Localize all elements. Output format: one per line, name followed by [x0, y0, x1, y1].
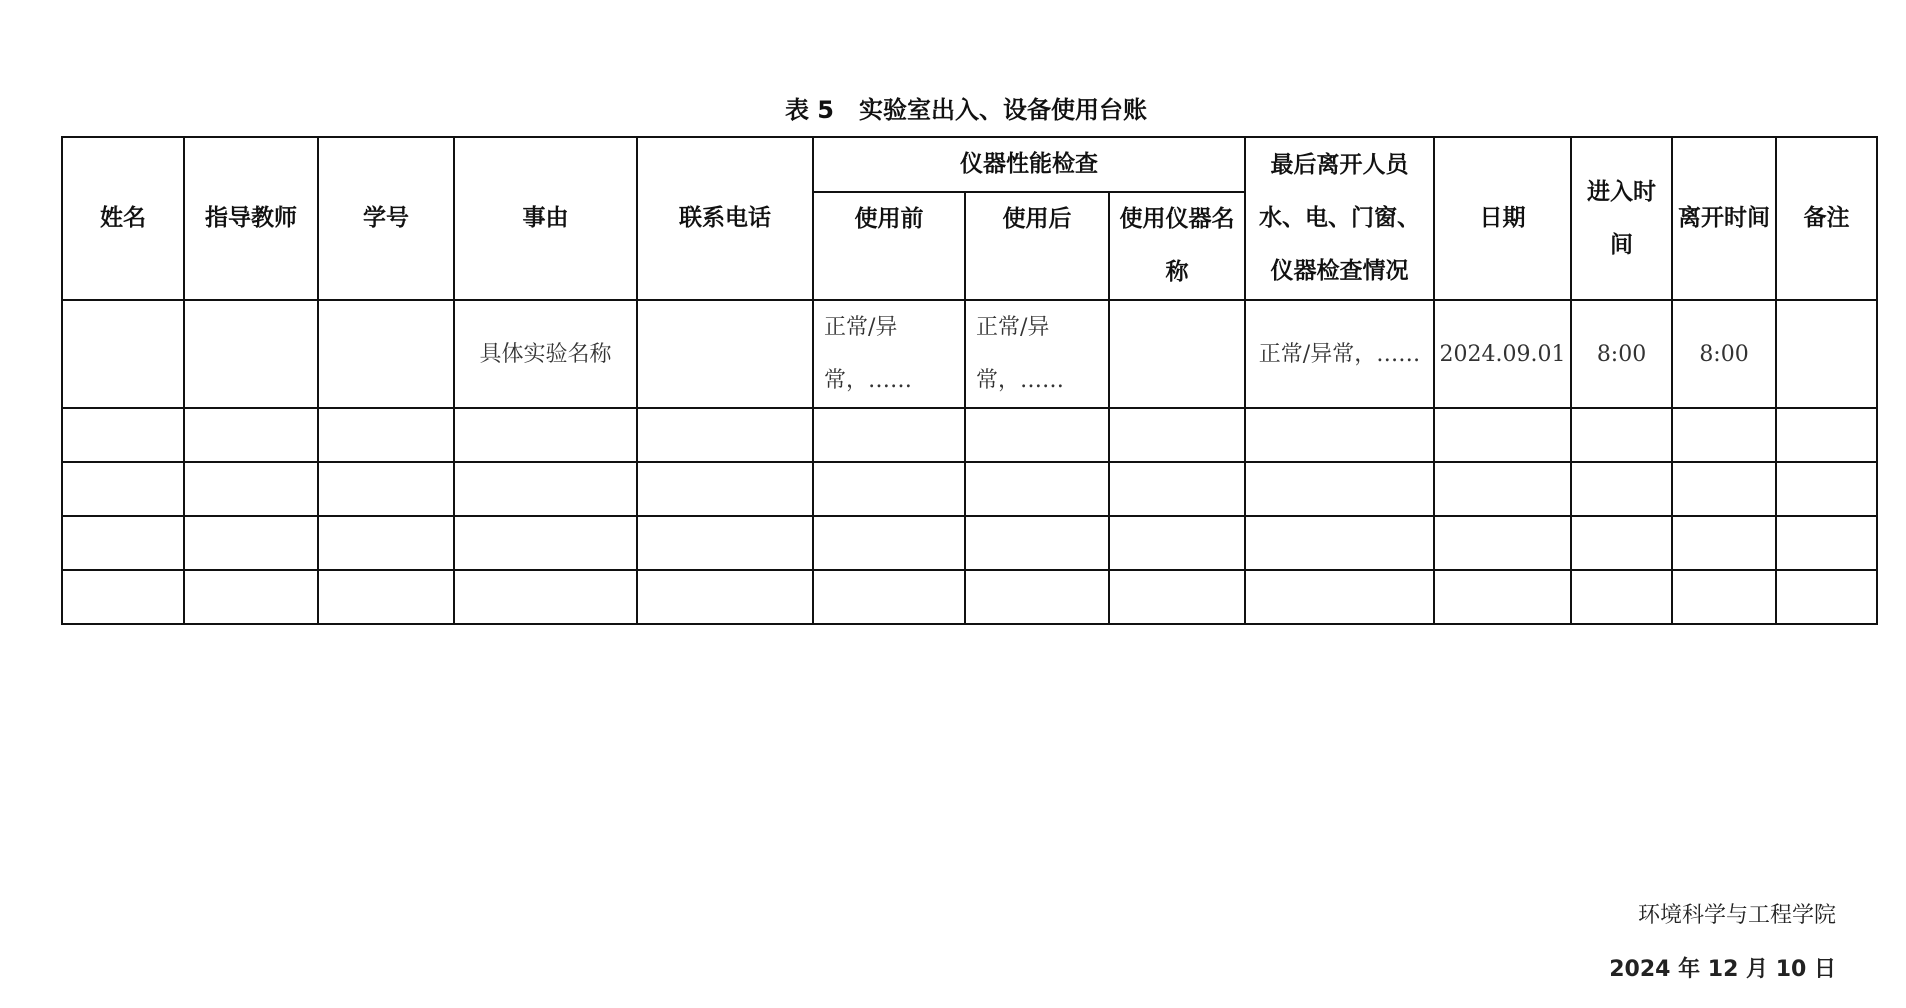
- empty-cell[interactable]: [184, 462, 318, 516]
- empty-cell[interactable]: [184, 516, 318, 570]
- empty-cell[interactable]: [1245, 516, 1434, 570]
- empty-cell[interactable]: [813, 462, 965, 516]
- empty-cell[interactable]: [1434, 408, 1571, 462]
- empty-cell[interactable]: [454, 408, 637, 462]
- empty-cell[interactable]: [965, 462, 1109, 516]
- cell-last-leave[interactable]: 正常/异常，……: [1245, 300, 1434, 408]
- cell-date[interactable]: 2024.09.01: [1434, 300, 1571, 408]
- header-reason: 事由: [454, 137, 637, 300]
- empty-cell[interactable]: [318, 570, 454, 624]
- empty-cell[interactable]: [62, 408, 184, 462]
- header-instrument-name: 使用仪器名称: [1109, 192, 1245, 300]
- empty-cell[interactable]: [965, 570, 1109, 624]
- empty-cell[interactable]: [62, 516, 184, 570]
- lab-ledger-table: [61, 136, 1878, 625]
- cell-remarks[interactable]: [1776, 300, 1877, 408]
- header-instrument-check: 仪器性能检查: [813, 137, 1245, 192]
- header-remarks: 备注: [1776, 137, 1877, 300]
- header-last-leave: 最后离开人员水、电、门窗、仪器检查情况: [1245, 137, 1434, 300]
- table-row: [62, 408, 1877, 462]
- empty-cell[interactable]: [637, 408, 813, 462]
- empty-cell[interactable]: [184, 570, 318, 624]
- header-row: [62, 137, 1877, 192]
- header-leave-time: 离开时间: [1672, 137, 1776, 300]
- empty-cell[interactable]: [1672, 408, 1776, 462]
- empty-cell[interactable]: [184, 408, 318, 462]
- table-row: [62, 462, 1877, 516]
- header-advisor: 指导教师: [184, 137, 318, 300]
- table-row: [62, 570, 1877, 624]
- header-before-use: 使用前: [813, 192, 965, 300]
- cell-after-use[interactable]: 正常/异常，……: [965, 300, 1109, 408]
- empty-cell[interactable]: [965, 408, 1109, 462]
- cell-enter-time[interactable]: 8:00: [1571, 300, 1672, 408]
- header-name: 姓名: [62, 137, 184, 300]
- empty-cell[interactable]: [1776, 516, 1877, 570]
- header-phone: 联系电话: [637, 137, 813, 300]
- table-row: [62, 516, 1877, 570]
- empty-cell[interactable]: [1672, 516, 1776, 570]
- empty-cell[interactable]: [1776, 570, 1877, 624]
- empty-cell[interactable]: [1776, 462, 1877, 516]
- empty-cell[interactable]: [637, 570, 813, 624]
- header-after-use: 使用后: [965, 192, 1109, 300]
- cell-leave-time[interactable]: 8:00: [1672, 300, 1776, 408]
- empty-cell[interactable]: [1434, 462, 1571, 516]
- cell-student-id[interactable]: [318, 300, 454, 408]
- header-date: 日期: [1434, 137, 1571, 300]
- empty-cell[interactable]: [1434, 516, 1571, 570]
- table-row: [62, 300, 1877, 408]
- cell-instrument-name[interactable]: [1109, 300, 1245, 408]
- empty-cell[interactable]: [1109, 408, 1245, 462]
- empty-cell[interactable]: [637, 516, 813, 570]
- footer-organization: 环境科学与工程学院: [1637, 903, 1836, 928]
- cell-advisor[interactable]: [184, 300, 318, 408]
- empty-cell[interactable]: [454, 516, 637, 570]
- empty-cell[interactable]: [318, 516, 454, 570]
- cell-name[interactable]: [62, 300, 184, 408]
- empty-cell[interactable]: [1571, 516, 1672, 570]
- empty-cell[interactable]: [62, 462, 184, 516]
- empty-cell[interactable]: [1245, 570, 1434, 624]
- empty-cell[interactable]: [318, 462, 454, 516]
- empty-cell[interactable]: [1434, 570, 1571, 624]
- empty-cell[interactable]: [1109, 570, 1245, 624]
- empty-cell[interactable]: [454, 462, 637, 516]
- empty-cell[interactable]: [1571, 462, 1672, 516]
- empty-cell[interactable]: [318, 408, 454, 462]
- table-title: 表 5 实验室出入、设备使用台账: [784, 96, 1148, 124]
- empty-cell[interactable]: [813, 408, 965, 462]
- empty-cell[interactable]: [62, 570, 184, 624]
- header-enter-time: 进入时间: [1571, 137, 1672, 300]
- empty-cell[interactable]: [1109, 516, 1245, 570]
- empty-cell[interactable]: [1245, 462, 1434, 516]
- empty-cell[interactable]: [1776, 408, 1877, 462]
- empty-cell[interactable]: [965, 516, 1109, 570]
- empty-cell[interactable]: [1245, 408, 1434, 462]
- footer-date: 2024 年 12 月 10 日: [1609, 957, 1836, 982]
- empty-cell[interactable]: [637, 462, 813, 516]
- cell-before-use[interactable]: 正常/异常，……: [813, 300, 965, 408]
- cell-reason[interactable]: 具体实验名称: [454, 300, 637, 408]
- empty-cell[interactable]: [1672, 570, 1776, 624]
- empty-cell[interactable]: [1571, 570, 1672, 624]
- empty-cell[interactable]: [1571, 408, 1672, 462]
- empty-cell[interactable]: [1109, 462, 1245, 516]
- empty-cell[interactable]: [454, 570, 637, 624]
- empty-cell[interactable]: [813, 516, 965, 570]
- empty-cell[interactable]: [1672, 462, 1776, 516]
- cell-phone[interactable]: [637, 300, 813, 408]
- header-student-id: 学号: [318, 137, 454, 300]
- empty-cell[interactable]: [813, 570, 965, 624]
